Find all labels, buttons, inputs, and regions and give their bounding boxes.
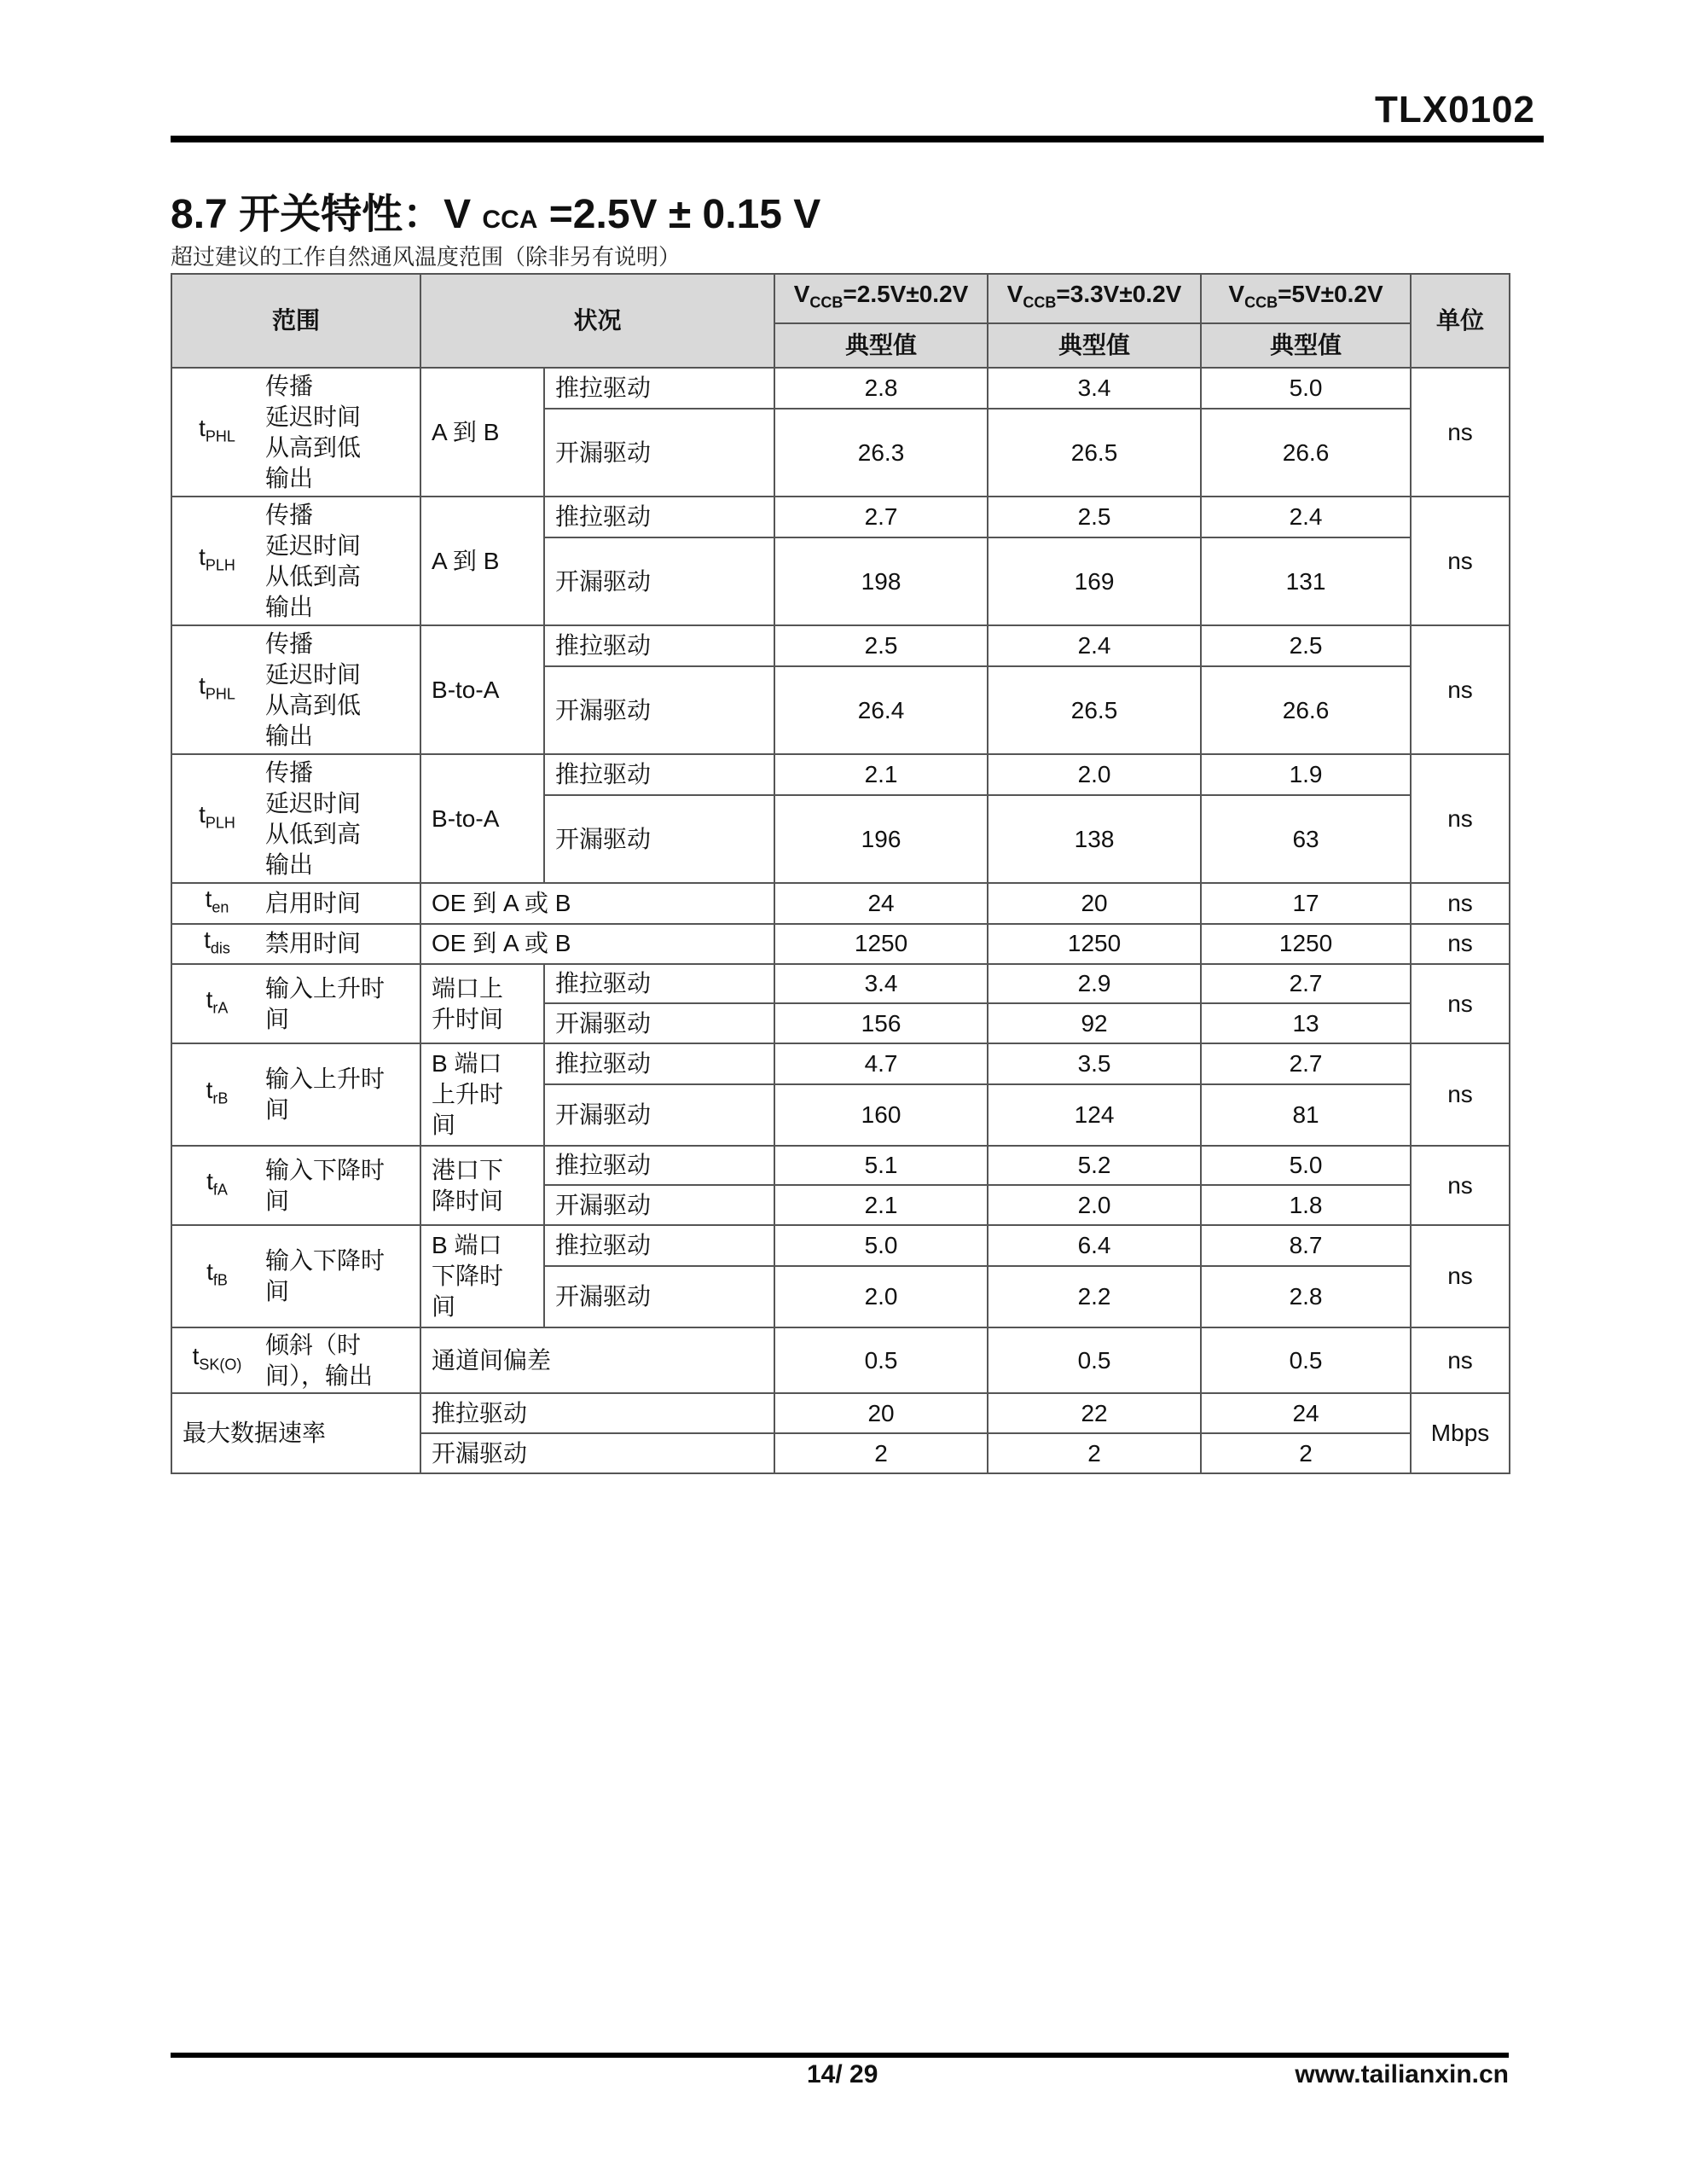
drive-mode: 推拉驱动 (544, 1146, 774, 1185)
typical-value: 5.0 (1201, 1146, 1411, 1185)
parameter-description: 输入上升时 间 (262, 964, 420, 1043)
vccb-subscript: CCB (809, 293, 844, 311)
test-condition: B 端口 下降时 间 (420, 1225, 544, 1327)
table-row (171, 754, 1510, 795)
table-row (171, 964, 1510, 1003)
unit: ns (1411, 964, 1510, 1043)
test-condition: A 到 B (420, 497, 544, 625)
unit: ns (1411, 368, 1510, 497)
drive-mode: 推拉驱动 (544, 1225, 774, 1266)
section-title (171, 181, 820, 240)
typical-value: 131 (1201, 537, 1411, 625)
unit: ns (1411, 1225, 1510, 1327)
test-condition: B-to-A (420, 754, 544, 883)
test-condition: 通道间偏差 (420, 1327, 774, 1393)
table-row (171, 1146, 1510, 1185)
header-unit: 单位 (1411, 274, 1510, 368)
table-row (171, 1225, 1510, 1266)
parameter-symbol: $t_{SK(O)}$ (171, 1327, 262, 1393)
parameter-symbol: $t_{PLH}$ (171, 497, 262, 625)
typical-value: 2.7 (1201, 1043, 1411, 1084)
parameter-symbol: $t_{fA}$ (171, 1146, 262, 1225)
typical-value: 92 (988, 1003, 1201, 1043)
symbol-subscript: rA (212, 999, 229, 1017)
symbol-subscript: SK(O) (199, 1356, 242, 1374)
typical-value: 2.8 (774, 368, 988, 409)
typical-value: 0.5 (988, 1327, 1201, 1393)
drive-mode: 推拉驱动 (544, 625, 774, 666)
drive-mode: 开漏驱动 (544, 1266, 774, 1327)
unit: ns (1411, 1043, 1510, 1146)
typical-value: 22 (988, 1393, 1201, 1433)
typical-value: 26.4 (774, 666, 988, 754)
typical-value: 5.2 (988, 1146, 1201, 1185)
parameter-symbol: $t_{rB}$ (171, 1043, 262, 1146)
symbol-subscript: PHL (205, 685, 235, 703)
typical-value: 2.1 (774, 754, 988, 795)
typical-value: 63 (1201, 795, 1411, 883)
parameter-description: 倾斜（时 间），输出 (262, 1327, 420, 1393)
max-data-rate-label: 最大数据速率 (171, 1393, 420, 1473)
parameter-description: 输入上升时 间 (262, 1043, 420, 1146)
typical-value: 2 (1201, 1433, 1411, 1473)
unit: ns (1411, 497, 1510, 625)
page-number: 14/ 29 (807, 2060, 878, 2088)
table-row (171, 274, 1510, 323)
test-condition: B 端口 上升时 间 (420, 1043, 544, 1146)
drive-mode: 开漏驱动 (544, 409, 774, 497)
typical-value: 0.5 (774, 1327, 988, 1393)
parameter-description: 输入下降时 间 (262, 1225, 420, 1327)
header-rule (171, 136, 1544, 142)
header-condition: 状况 (420, 274, 774, 368)
header-typical: 典型值 (988, 323, 1201, 368)
typical-value: 13 (1201, 1003, 1411, 1043)
parameter-description: 启用时间 (262, 883, 420, 924)
typical-value: 2.2 (988, 1266, 1201, 1327)
table-row (171, 1327, 1510, 1393)
unit: ns (1411, 1327, 1510, 1393)
parameter-description: 传播 延迟时间 从高到低 输出 (262, 368, 420, 497)
unit: ns (1411, 883, 1510, 924)
header-typical: 典型值 (1201, 323, 1411, 368)
typical-value: 2.1 (774, 1185, 988, 1225)
table-row (171, 368, 1510, 409)
typical-value: 2.0 (988, 754, 1201, 795)
typical-value: 2.5 (774, 625, 988, 666)
drive-mode: 开漏驱动 (544, 666, 774, 754)
parameter-description: 传播 延迟时间 从高到低 输出 (262, 625, 420, 754)
drive-mode: 开漏驱动 (420, 1433, 774, 1473)
typical-value: 4.7 (774, 1043, 988, 1084)
typical-value: 2.7 (774, 497, 988, 537)
typical-value: 5.0 (1201, 368, 1411, 409)
parameter-description: 传播 延迟时间 从低到高 输出 (262, 497, 420, 625)
typical-value: 26.6 (1201, 409, 1411, 497)
symbol-subscript: PLH (205, 556, 235, 574)
typical-value: 1.9 (1201, 754, 1411, 795)
footer-rule (171, 2053, 1509, 2058)
header-vccb: $V_{CCB}=2.5V\pm 0.2V$ (774, 274, 988, 323)
typical-value: 124 (988, 1084, 1201, 1146)
symbol-subscript: PLH (205, 814, 235, 832)
parameter-symbol: $t_{en}$ (171, 883, 262, 924)
typical-value: 1250 (988, 924, 1201, 965)
typical-value: 26.6 (1201, 666, 1411, 754)
typical-value: 24 (774, 883, 988, 924)
test-condition: A 到 B (420, 368, 544, 497)
drive-mode: 开漏驱动 (544, 1003, 774, 1043)
typical-value: 2.9 (988, 964, 1201, 1003)
typical-value: 138 (988, 795, 1201, 883)
typical-value: 2.5 (1201, 625, 1411, 666)
typical-value: 17 (1201, 883, 1411, 924)
parameter-description: 禁用时间 (262, 924, 420, 965)
parameter-symbol: $t_{PHL}$ (171, 625, 262, 754)
table-caption: 超过建议的工作自然通风温度范围（除非另有说明） (171, 244, 681, 270)
typical-value: 196 (774, 795, 988, 883)
typical-value: 2.0 (774, 1266, 988, 1327)
typical-value: 81 (1201, 1084, 1411, 1146)
typical-value: 26.3 (774, 409, 988, 497)
unit: Mbps (1411, 1393, 1510, 1473)
typical-value: 2.4 (988, 625, 1201, 666)
typical-value: 26.5 (988, 666, 1201, 754)
title-subscript: CCA (482, 206, 538, 234)
website-url: www.tailianxin.cn (1295, 2060, 1509, 2088)
typical-value: 0.5 (1201, 1327, 1411, 1393)
symbol-subscript: fA (212, 1181, 228, 1199)
vccb-subscript: CCB (1023, 293, 1057, 311)
header-vccb: $V_{CCB}=5V\pm 0.2V$ (1201, 274, 1411, 323)
table-row (171, 497, 1510, 537)
typical-value: 20 (988, 883, 1201, 924)
drive-mode: 开漏驱动 (544, 537, 774, 625)
drive-mode: 开漏驱动 (544, 1084, 774, 1146)
typical-value: 169 (988, 537, 1201, 625)
unit: ns (1411, 924, 1510, 965)
unit: ns (1411, 625, 1510, 754)
header-vccb: $V_{CCB}=3.3V\pm 0.2V$ (988, 274, 1201, 323)
drive-mode: 开漏驱动 (544, 1185, 774, 1225)
typical-value: 156 (774, 1003, 988, 1043)
header-range: 范围 (171, 274, 420, 368)
typical-value: 26.5 (988, 409, 1201, 497)
document-id: TLX0102 (1375, 89, 1535, 131)
typical-value: 198 (774, 537, 988, 625)
parameter-description: 传播 延迟时间 从低到高 输出 (262, 754, 420, 883)
typical-value: 2 (774, 1433, 988, 1473)
typical-value: 2.4 (1201, 497, 1411, 537)
parameter-symbol: $t_{fB}$ (171, 1225, 262, 1327)
table-row (171, 625, 1510, 666)
drive-mode: 推拉驱动 (544, 1043, 774, 1084)
typical-value: 1250 (774, 924, 988, 965)
typical-value: 2 (988, 1433, 1201, 1473)
header-typical: 典型值 (774, 323, 988, 368)
test-condition: OE 到 A 或 B (420, 883, 774, 924)
typical-value: 5.0 (774, 1225, 988, 1266)
symbol-subscript: fB (212, 1271, 228, 1289)
unit: ns (1411, 754, 1510, 883)
table-row (171, 1043, 1510, 1084)
table-row (171, 1393, 1510, 1433)
symbol-subscript: rB (212, 1089, 229, 1107)
drive-mode: 推拉驱动 (544, 497, 774, 537)
parameter-symbol: $t_{PHL}$ (171, 368, 262, 497)
drive-mode: 推拉驱动 (420, 1393, 774, 1433)
typical-value: 8.7 (1201, 1225, 1411, 1266)
typical-value: 2.0 (988, 1185, 1201, 1225)
drive-mode: 推拉驱动 (544, 368, 774, 409)
unit: ns (1411, 1146, 1510, 1225)
switching-characteristics-table (171, 273, 1510, 1474)
typical-value: 160 (774, 1084, 988, 1146)
test-condition: 港口下 降时间 (420, 1146, 544, 1225)
typical-value: 3.4 (774, 964, 988, 1003)
typical-value: 1250 (1201, 924, 1411, 965)
typical-value: 2.5 (988, 497, 1201, 537)
parameter-symbol: $t_{dis}$ (171, 924, 262, 965)
test-condition: 端口上 升时间 (420, 964, 544, 1043)
parameter-description: 输入下降时 间 (262, 1146, 420, 1225)
drive-mode: 推拉驱动 (544, 754, 774, 795)
title-prefix: 8.7 开关特性：V (171, 192, 483, 237)
typical-value: 5.1 (774, 1146, 988, 1185)
drive-mode: 开漏驱动 (544, 795, 774, 883)
parameter-symbol: $t_{rA}$ (171, 964, 262, 1043)
typical-value: 6.4 (988, 1225, 1201, 1266)
test-condition: B-to-A (420, 625, 544, 754)
symbol-subscript: PHL (205, 427, 235, 445)
symbol-subscript: en (212, 898, 229, 916)
table-row (171, 924, 1510, 965)
test-condition: OE 到 A 或 B (420, 924, 774, 965)
table-row (171, 883, 1510, 924)
typical-value: 3.4 (988, 368, 1201, 409)
drive-mode: 推拉驱动 (544, 964, 774, 1003)
parameter-symbol: $t_{PLH}$ (171, 754, 262, 883)
typical-value: 20 (774, 1393, 988, 1433)
title-suffix: =2.5V ± 0.15 V (537, 192, 821, 237)
typical-value: 1.8 (1201, 1185, 1411, 1225)
typical-value: 24 (1201, 1393, 1411, 1433)
typical-value: 3.5 (988, 1043, 1201, 1084)
symbol-subscript: dis (210, 939, 230, 957)
typical-value: 2.7 (1201, 964, 1411, 1003)
typical-value: 2.8 (1201, 1266, 1411, 1327)
vccb-subscript: CCB (1244, 293, 1278, 311)
